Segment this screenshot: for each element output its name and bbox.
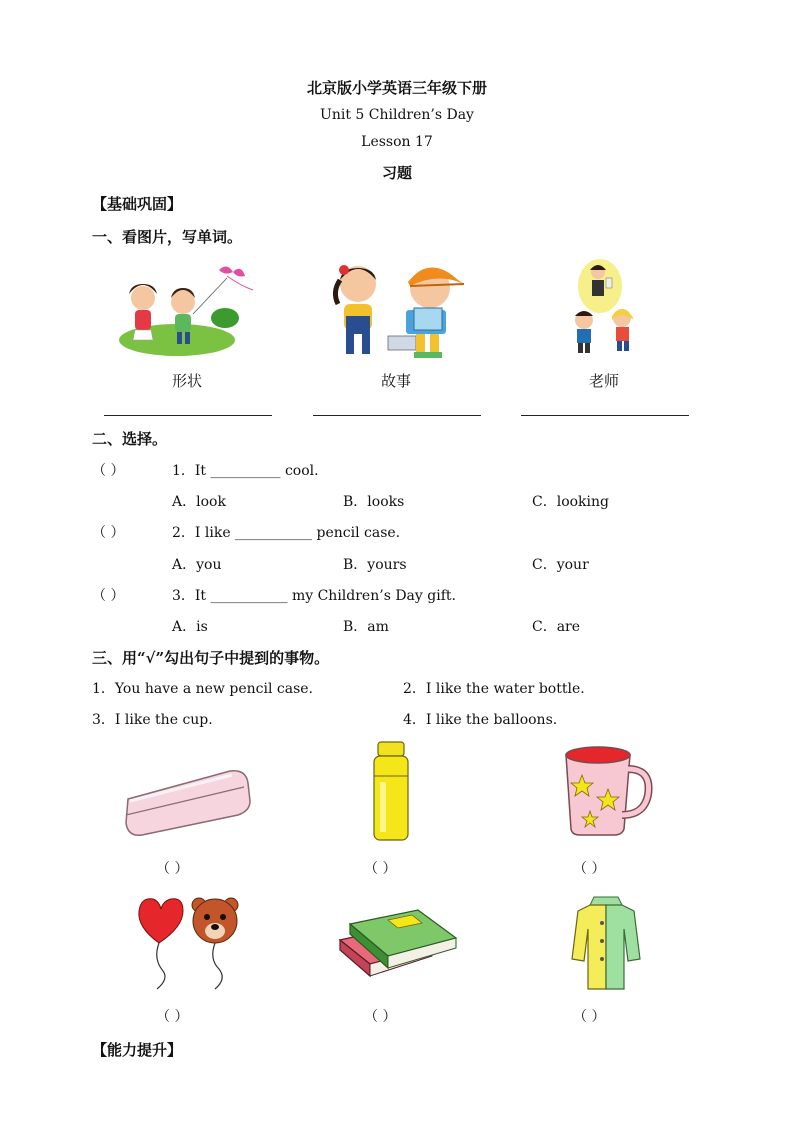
exercise-subtitle: 习题	[381, 164, 412, 182]
sentence-1: 1．You have a new pencil case.	[92, 681, 313, 697]
q2-option-c: C．your	[532, 557, 589, 573]
q1-option-a: A．look	[172, 494, 226, 510]
answer-paren-q3[interactable]: （ ）	[92, 588, 125, 604]
water-bottle-picture	[368, 740, 426, 844]
q3-option-b: B．am	[343, 619, 389, 635]
word-hint-teacher: 老师	[589, 372, 620, 390]
part2-heading: 二、选择。	[92, 430, 168, 448]
page-title: 北京版小学英语三年级下册	[306, 79, 487, 97]
answer-paren-q2[interactable]: （ ）	[92, 525, 125, 541]
lesson-title: Lesson 17	[361, 134, 433, 150]
q3-option-a: A．is	[172, 619, 208, 635]
check-paren-jacket[interactable]: （ ）	[573, 1009, 606, 1025]
unit-title: Unit 5 Children’s Day	[320, 107, 474, 123]
q3-option-c: C．are	[532, 619, 581, 635]
q1-option-b: B．looks	[343, 494, 405, 510]
word-hint-shape: 形状	[172, 372, 203, 390]
sentence-2: 2．I like the water bottle.	[403, 681, 585, 697]
check-paren-water-bottle[interactable]: （ ）	[364, 861, 397, 877]
pencil-case-picture	[120, 765, 252, 837]
kids-reading-story-picture	[318, 258, 473, 360]
q2-option-a: A．you	[172, 557, 222, 573]
teacher-and-kids-picture	[566, 258, 646, 356]
q1-option-c: C．looking	[532, 494, 609, 510]
check-paren-books[interactable]: （ ）	[364, 1009, 397, 1025]
jacket-picture	[568, 893, 644, 993]
part1-heading: 一、看图片，写单词。	[92, 228, 243, 246]
word-hint-story: 故事	[381, 372, 412, 390]
sentence-4: 4．I like the balloons.	[403, 712, 558, 728]
section-basic-heading: 【基础巩固】	[92, 195, 183, 213]
cup-picture	[560, 745, 654, 837]
question-1-stem: 1．It __________ cool.	[172, 463, 319, 479]
check-paren-pencil-case[interactable]: （ ）	[156, 861, 189, 877]
check-paren-cup[interactable]: （ ）	[573, 861, 606, 877]
section-improve-heading: 【能力提升】	[92, 1041, 183, 1059]
answer-line-2[interactable]	[313, 415, 481, 416]
answer-line-1[interactable]	[104, 415, 272, 416]
answer-paren-q1[interactable]: （ ）	[92, 463, 125, 479]
sentence-3: 3．I like the cup.	[92, 712, 213, 728]
books-picture	[336, 904, 460, 980]
question-3-stem: 3．It ___________ my Children’s Day gift.	[172, 588, 456, 604]
q2-option-b: B．yours	[343, 557, 407, 573]
balloons-picture	[133, 893, 245, 993]
answer-line-3[interactable]	[521, 415, 689, 416]
check-paren-balloons[interactable]: （ ）	[156, 1009, 189, 1025]
kids-with-kite-picture	[115, 258, 265, 358]
part3-heading: 三、用“√”勾出句子中提到的事物。	[92, 649, 330, 667]
question-2-stem: 2．I like ___________ pencil case.	[172, 525, 401, 541]
